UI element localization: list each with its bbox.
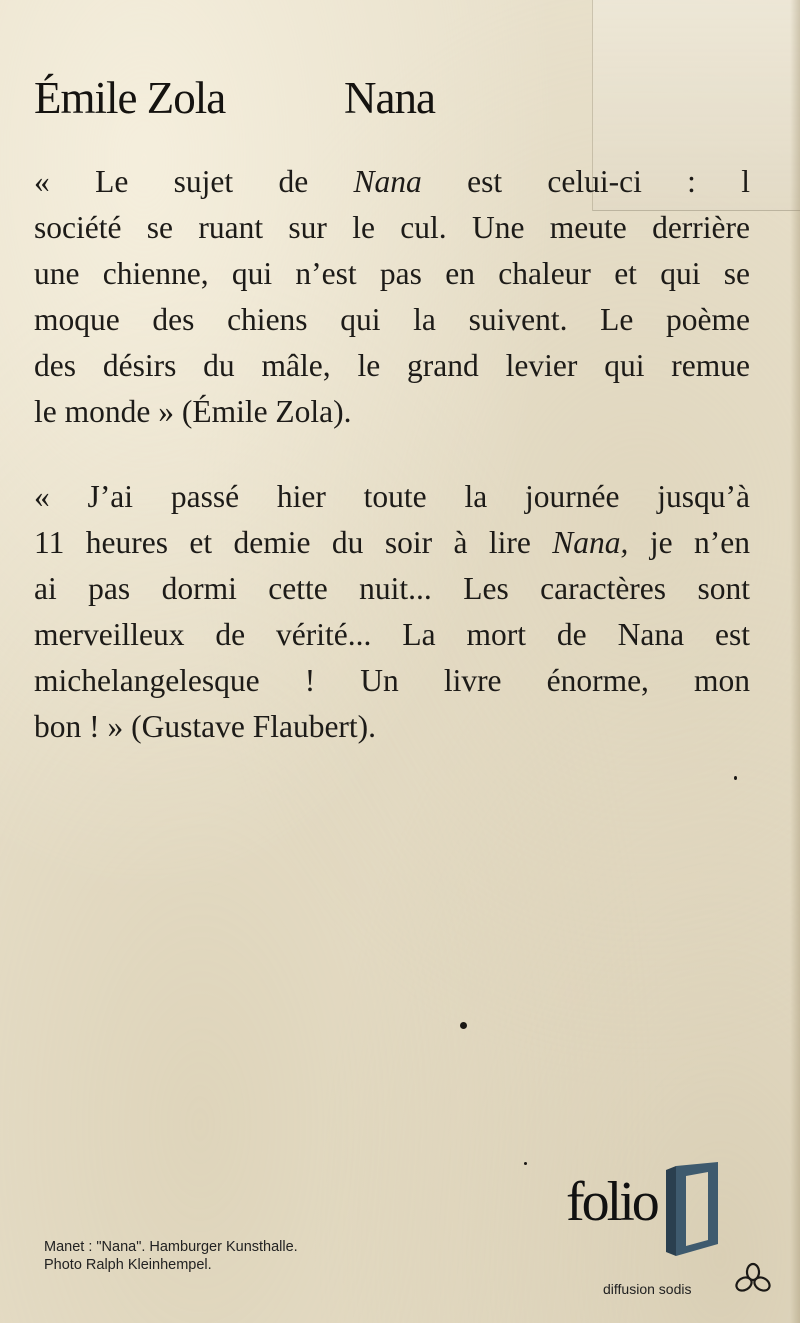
sodis-logo-icon (734, 1262, 772, 1296)
folio-box-icon (654, 1160, 724, 1258)
credit-line-artwork: Manet : "Nana". Hamburger Kunsthalle. (44, 1239, 298, 1255)
folio-wordmark: folio (566, 1171, 657, 1233)
quote-line: michelangelesque ! Un livre énorme, mon (34, 663, 750, 698)
quote-line: bon ! » (Gustave Flaubert). (34, 709, 377, 744)
book-title: Nana (344, 73, 435, 123)
print-speck (734, 776, 737, 780)
folio-logo (566, 1158, 736, 1268)
quote-line: « Le sujet de Nana est celui-ci : l (34, 164, 750, 199)
quote-line: une chienne, qui n’est pas en chaleur et qui se (34, 256, 750, 291)
distribution-label: diffusion sodis (603, 1281, 692, 1297)
author-name: Émile Zola (34, 73, 226, 123)
print-speck (460, 1022, 467, 1029)
cover-header (34, 68, 594, 128)
cover-edge (790, 0, 800, 1323)
print-speck (524, 1162, 527, 1165)
quote-line: moque des chiens qui la suivent. Le poème (34, 302, 750, 337)
quote-line: ai pas dormi cette nuit... Les caractères sont (34, 571, 750, 606)
quote-line: le monde » (Émile Zola). (34, 394, 352, 429)
quote-flaubert (34, 474, 750, 750)
quote-zola (34, 159, 750, 435)
credit-line-photo: Photo Ralph Kleinhempel. (44, 1257, 212, 1273)
image-credit (44, 1238, 298, 1274)
italic-title: Nana (353, 164, 422, 199)
quote-line: 11 heures et demie du soir à lire Nana, je n’en (34, 525, 750, 560)
quote-line: société se ruant sur le cul. Une meute derrière (34, 210, 750, 245)
quote-line: « J’ai passé hier toute la journée jusqu’à (34, 479, 750, 514)
italic-title: Nana, (552, 525, 629, 560)
quote-line: merveilleux de vérité... La mort de Nana est (34, 617, 750, 652)
quote-line: des désirs du mâle, le grand levier qui remue (34, 348, 750, 383)
